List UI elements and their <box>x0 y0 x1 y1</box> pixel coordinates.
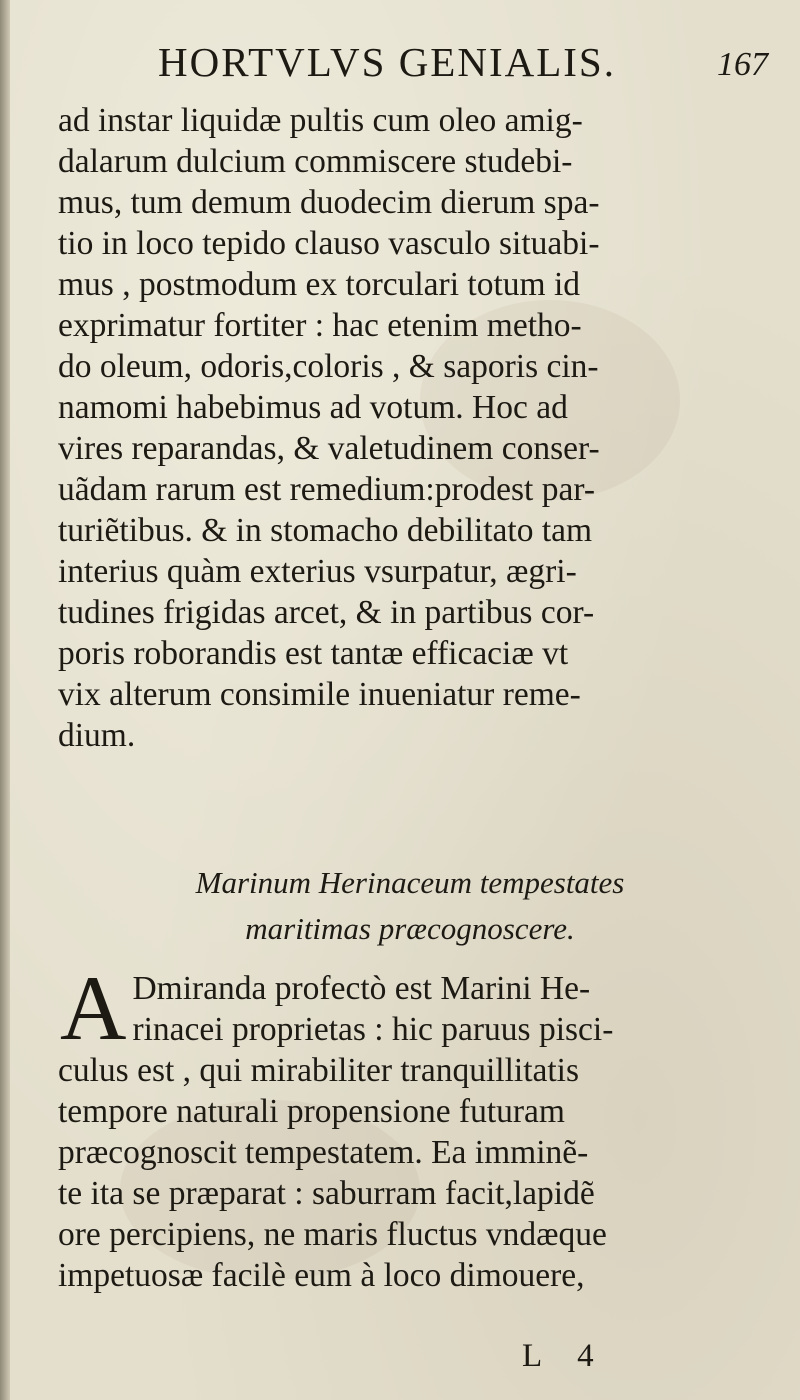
section-heading <box>60 860 760 952</box>
running-head: HORTVLVS GENIALIS. <box>158 39 616 85</box>
text-line: do oleum, odoris,coloris , & saporis cin- <box>58 348 599 385</box>
text-line: interius quàm exterius vsurpatur, ægri- <box>58 553 577 590</box>
text-line: dium. <box>58 717 136 754</box>
text-line: dalarum dulcium commiscere studebi- <box>58 143 573 180</box>
text-line: tempore naturali propensione futuram <box>58 1093 565 1130</box>
text-line: rinacei proprietas : hic paruus pisci- <box>132 1011 614 1048</box>
page-header <box>118 38 778 98</box>
text-line: exprimatur fortiter : hac etenim metho- <box>58 307 582 344</box>
drop-cap: A <box>60 957 127 1059</box>
text-line: tudines frigidas arcet, & in partibus cor- <box>58 594 595 631</box>
text-line: vix alterum consimile inueniatur reme- <box>58 676 581 713</box>
page-number: 167 <box>717 46 768 83</box>
text-line: namomi habebimus ad votum. Hoc ad <box>58 389 568 426</box>
text-line: ore percipiens, ne maris fluctus vndæque <box>58 1216 607 1253</box>
text-line: te ita se præparat : saburram facit,lapidẽ <box>58 1175 595 1212</box>
signature-mark: L 4 <box>522 1338 608 1374</box>
text-line: Dmiranda profectò est Marini He- <box>132 970 591 1007</box>
text-line: impetuosæ facilè eum à loco dimouere, <box>58 1257 585 1294</box>
section-body <box>58 957 768 1296</box>
page-edge-shadow <box>0 0 10 1400</box>
text-line: uãdam rarum est remedium:prodest par- <box>58 471 595 508</box>
text-line: culus est , qui mirabiliter tranquillitatis <box>58 1052 580 1089</box>
text-line: præcognoscit tempestatem. Ea imminẽ- <box>58 1134 589 1171</box>
text-line: mus, tum demum duodecim dierum spa- <box>58 184 600 221</box>
text-line: vires reparandas, & valetudinem conser- <box>58 430 600 467</box>
text-line: turiẽtibus. & in stomacho debilitato tam <box>58 512 593 549</box>
text-line: mus , postmodum ex torculari totum id <box>58 266 580 303</box>
section-heading-line: Marinum Herinaceum tempestates <box>195 865 625 900</box>
text-line: tio in loco tepido clauso vasculo situabi- <box>58 225 600 262</box>
body-text-block <box>58 100 763 756</box>
text-line: ad instar liquidæ pultis cum oleo amig- <box>58 102 583 139</box>
text-line: poris roborandis est tantæ efficaciæ vt <box>58 635 569 672</box>
section-heading-line: maritimas præcognoscere. <box>245 911 575 946</box>
